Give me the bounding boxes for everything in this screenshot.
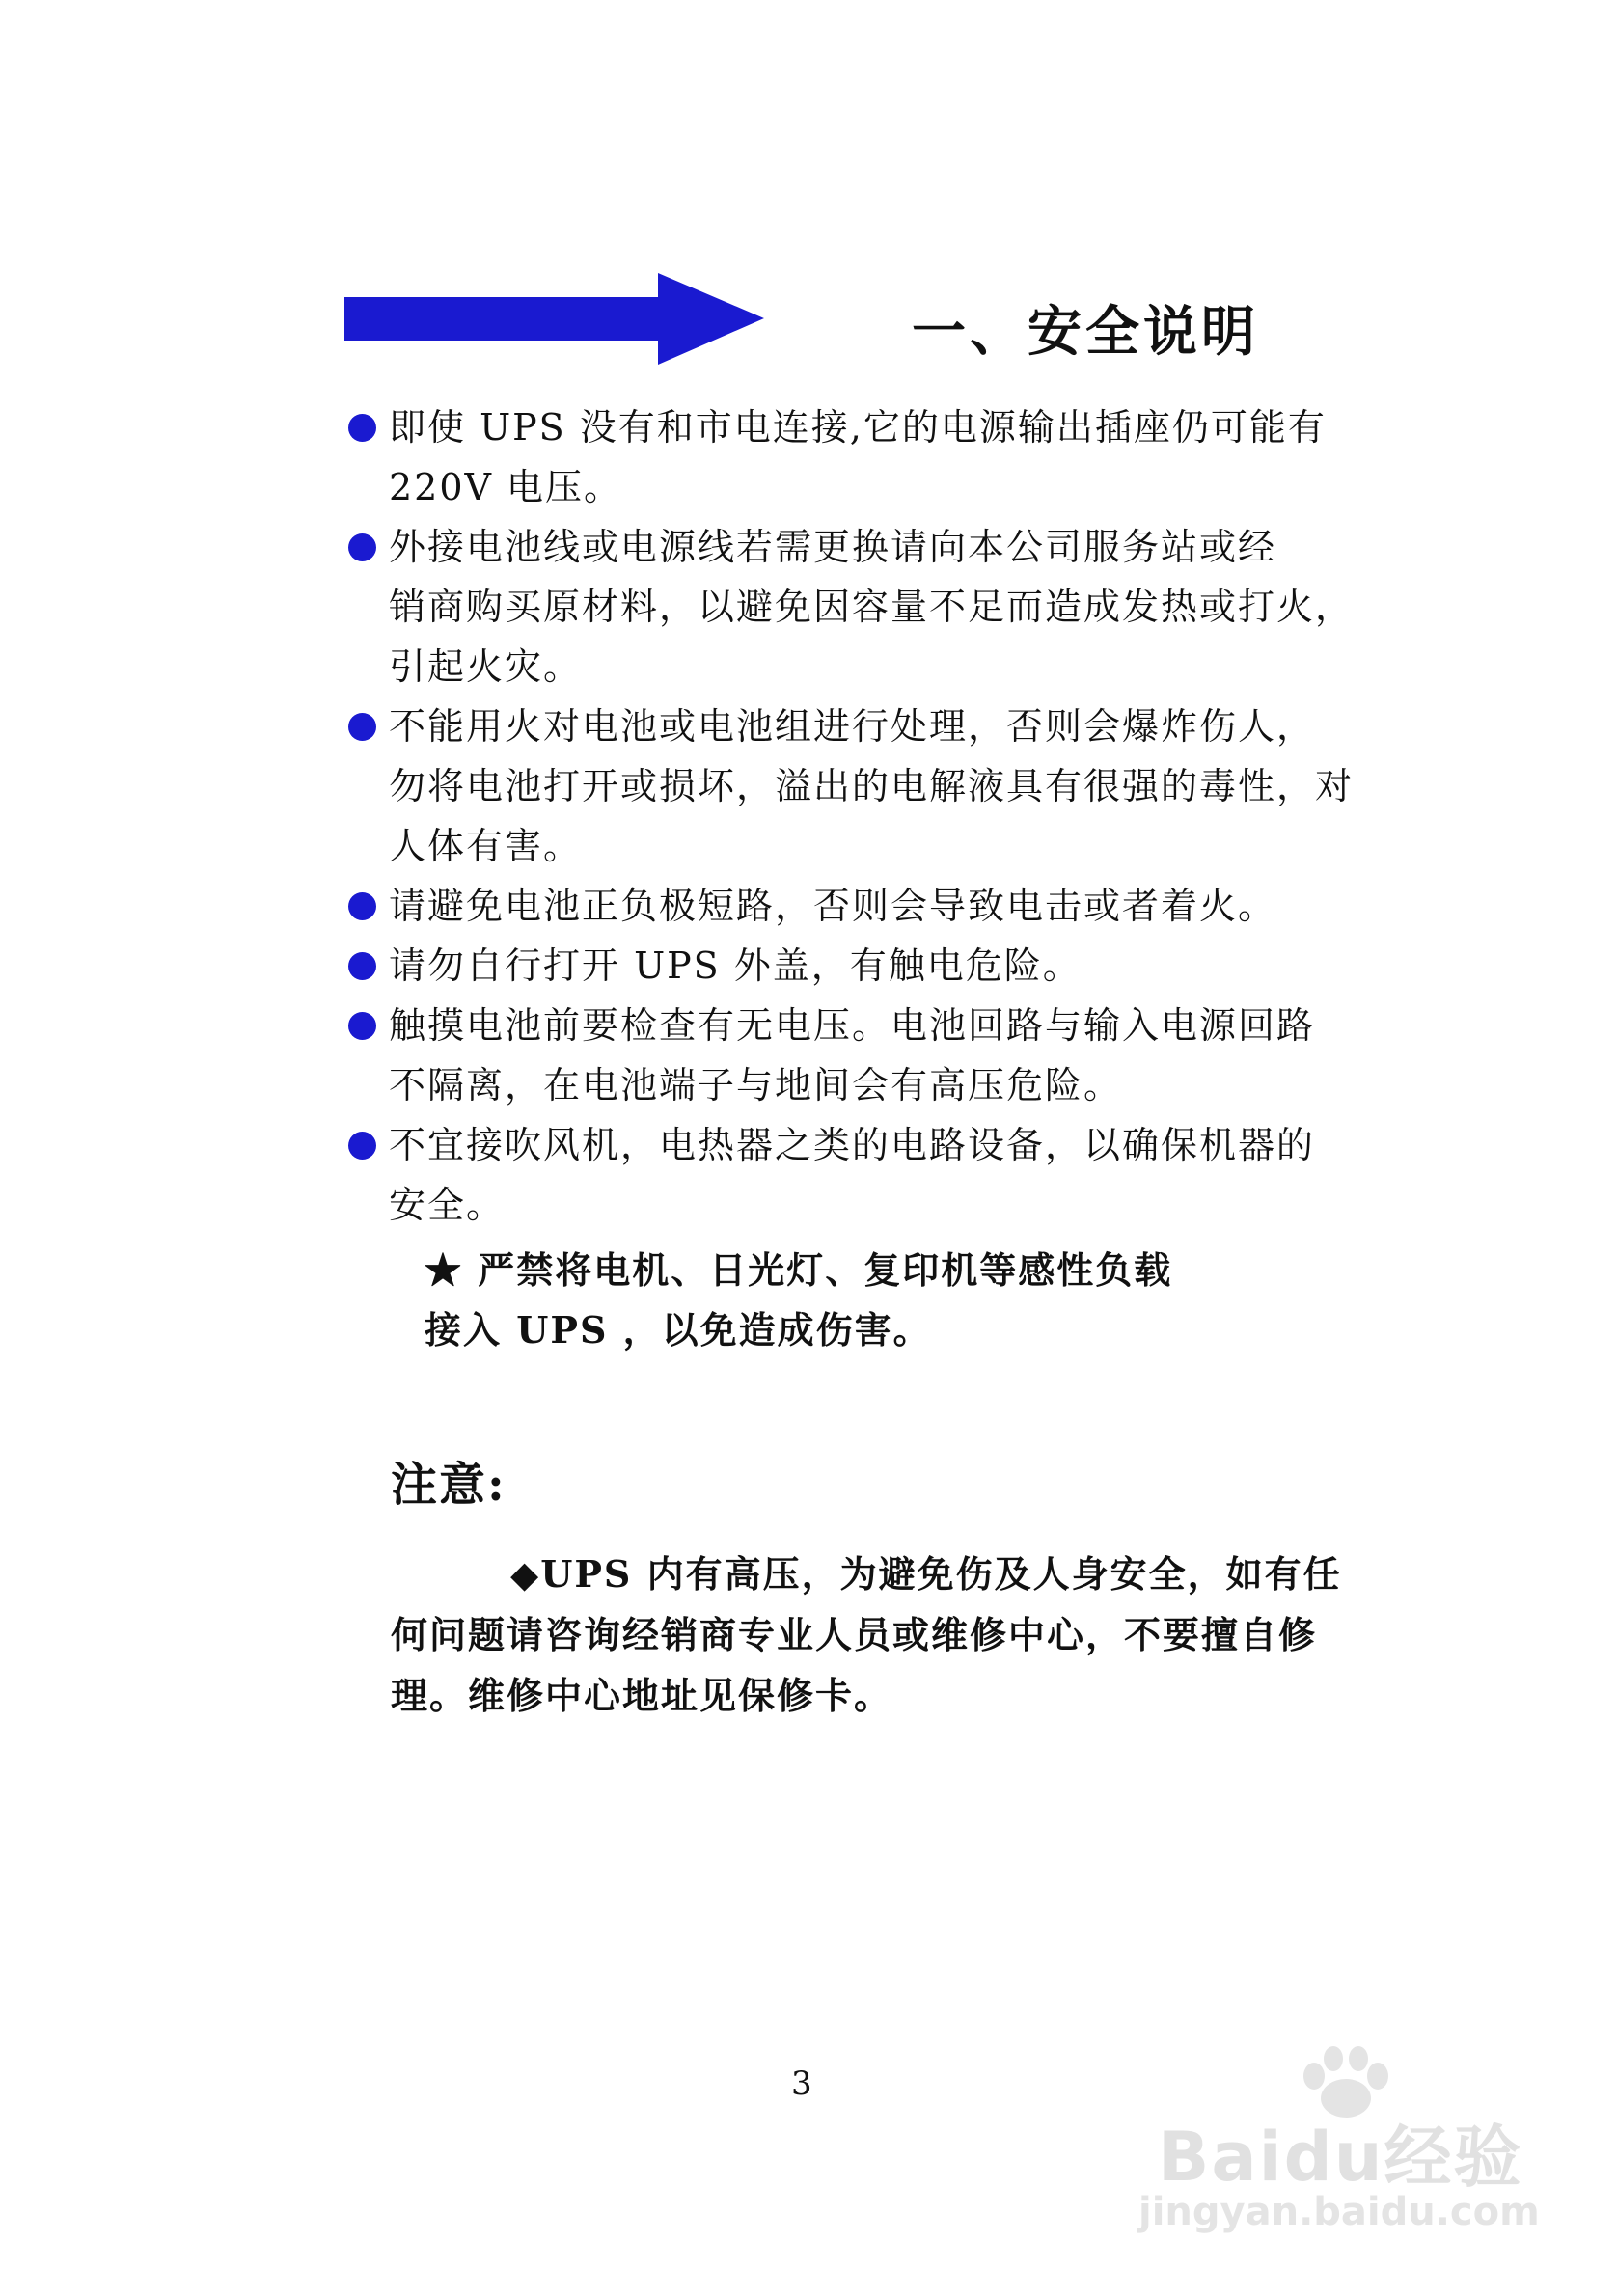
watermark-brand: Baidu经验 — [1158, 2118, 1523, 2197]
list-item-rest: 勿将电池打开或损坏，溢出的电解液具有很强的毒性，对人体有害。 — [389, 765, 1355, 867]
bullet-icon — [348, 952, 376, 980]
list-item — [343, 397, 1365, 517]
list-item-line1: 不宜接吹风机，电热器之类的电路设备，以确保机器的 — [389, 1124, 1316, 1166]
list-item-line1: 请勿自行打开 UPS 外盖，有触电危险。 — [389, 944, 1082, 987]
list-item-rest: 销商购买原材料，以避免因容量不足而造成发热或打火，引起火灾。 — [389, 586, 1355, 688]
safety-list — [343, 397, 1365, 1235]
note-heading: 注意: — [391, 1458, 507, 1512]
list-item — [343, 517, 1365, 697]
list-item-rest: 不隔离，在电池端子与地间会有高压危险。 — [389, 1064, 1123, 1107]
list-item — [343, 876, 1365, 936]
list-item-line1: 触摸电池前要检查有无电压。电池回路与输入电源回路 — [389, 1004, 1316, 1047]
page-number: 3 — [791, 2064, 812, 2103]
warning-line1: ★ 严禁将电机、日光灯、复印机等感性负载 — [425, 1248, 1173, 1292]
watermark-url: jingyan.baidu.com — [1138, 2190, 1540, 2234]
list-item — [343, 697, 1365, 876]
list-item — [343, 1115, 1365, 1235]
list-item — [343, 996, 1365, 1115]
bullet-icon — [348, 1132, 376, 1160]
bullet-icon — [348, 1012, 376, 1040]
note-body: ◆UPS 内有高压，为避免伤及人身安全，如有任何问题请咨询经销商专业人员或维修中心，不要擅自修理。维修中心地址见保修卡。 — [391, 1552, 1342, 1717]
list-item-line1: 即使 UPS 没有和市电连接,它的电源输出插座仍可能有 — [389, 406, 1327, 449]
page-title: 一、安全说明 — [912, 301, 1259, 364]
list-item-line1: 外接电池线或电源线若需更换请向本公司服务站或经 — [389, 526, 1277, 568]
list-item-rest: 220V 电压。 — [389, 466, 623, 508]
bullet-icon — [348, 892, 376, 920]
bullet-icon — [348, 533, 376, 561]
arrow-right-icon — [344, 273, 764, 365]
watermark — [1129, 2045, 1540, 2248]
bullet-icon — [348, 713, 376, 741]
list-item-rest: 安全。 — [389, 1184, 506, 1226]
warning-line2: 接入 UPS ，以免造成伤害。 — [425, 1308, 932, 1352]
list-item-line1: 请避免电池正负极短路，否则会导致电击或者着火。 — [389, 885, 1277, 927]
list-item — [343, 936, 1365, 996]
bullet-icon — [348, 414, 376, 442]
list-item-line1: 不能用火对电池或电池组进行处理，否则会爆炸伤人， — [389, 705, 1316, 748]
warning-block — [425, 1241, 1293, 1360]
